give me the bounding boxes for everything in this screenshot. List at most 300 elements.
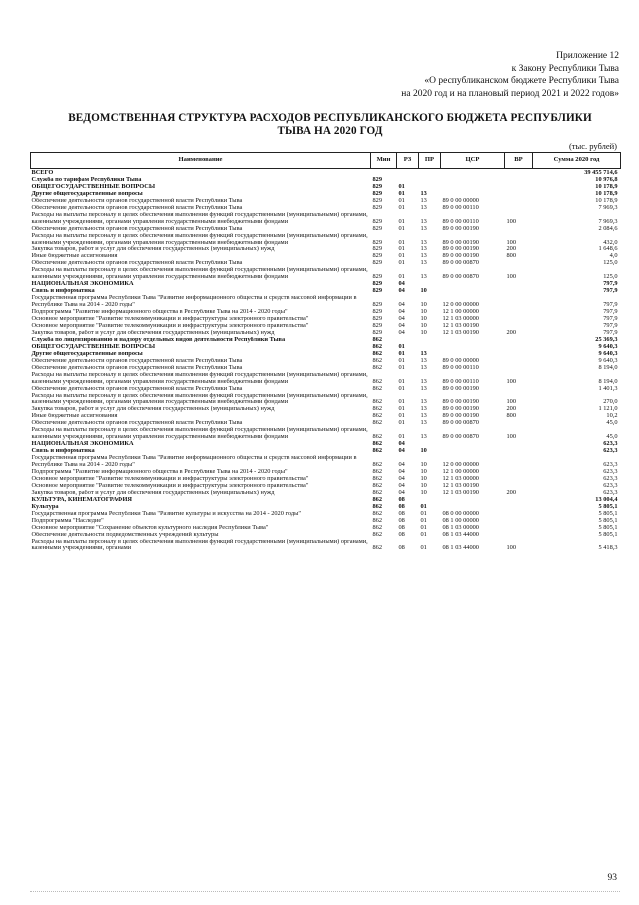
cell-csr: 12 1 03 00000 [442,475,479,482]
cell-vr: 800 [506,413,517,420]
cell-sum: 1 121,0 [598,406,618,413]
cell-sum: 5 805,1 [598,510,618,517]
cell-min: 862 [372,377,383,385]
cell-rz: 04 [398,316,405,323]
cell-rz: 04 [398,309,405,316]
cell-rz: 08 [398,544,405,552]
table-header-row [31,153,621,169]
cell-csr: 08 0 00 00000 [442,510,479,517]
cell-sum: 623,3 [603,448,618,455]
document-title: ВЕДОМСТВЕННАЯ СТРУКТУРА РАСХОДОВ РЕСПУБЛИКАНСКОГО БЮДЖЕТА РЕСПУБЛИКИ ТЫВА НА 2020 ГОД [68,112,592,137]
table-row [31,497,621,504]
column-header-rz: РЗ [397,153,419,169]
cell-sum: 125,0 [603,260,618,267]
cell-rz: 08 [398,503,405,510]
cell-pr: 13 [420,413,427,420]
cell-sum: 623,3 [603,441,618,448]
cell-vr [505,169,533,177]
table-row [31,386,621,393]
cell-name: Государственная программа Республики Тыва "Развитие информационного общества и средств массовой информации в Республике Тыва на 2014 - 2020 годы" [31,455,357,469]
table-row [31,469,621,476]
cell-sum: 623,3 [603,461,618,469]
cell-csr [441,281,505,288]
cell-pr: 01 [420,524,427,531]
cell-csr [441,288,505,295]
cell-name: Обеспечение деятельности органов государственной власти Республики Тыва [31,357,243,364]
cell-vr: 200 [506,329,517,336]
cell-rz: 04 [398,468,405,475]
cell-pr: 13 [420,253,427,260]
cell-name: Другие общегосударственные вопросы [31,190,143,197]
cell-csr: 12 1 03 00190 [442,482,479,489]
cell-rz: 04 [398,448,405,455]
cell-vr: 100 [506,377,517,385]
cell-min: 829 [372,225,383,232]
cell-vr: 200 [506,489,517,496]
budget-table [30,152,621,552]
cell-csr: 08 1 03 00000 [442,524,479,531]
cell-min: 862 [372,496,383,503]
cell-min: 829 [372,301,383,309]
cell-min: 829 [372,176,383,183]
cell-pr: 13 [420,357,427,364]
cell-rz: 01 [398,238,405,246]
table-row [31,365,621,372]
cell-csr: 08 1 00 00000 [442,517,479,524]
cell-min: 829 [372,238,383,246]
cell-rz: 04 [398,461,405,469]
cell-sum: 9 640,3 [598,343,618,350]
cell-csr: 12 0 00 00000 [442,461,479,469]
cell-pr: 01 [420,517,427,524]
cell-pr: 13 [420,204,427,211]
cell-rz: 04 [398,441,405,448]
cell-rz: 01 [398,190,405,197]
table-row [31,372,621,386]
table-row [31,511,621,518]
column-header-vr: ВР [505,153,533,169]
cell-csr: 12 1 03 00000 [442,316,479,323]
table-row [31,413,621,420]
cell-csr: 89 0 00 00190 [442,246,479,253]
cell-pr: 13 [420,377,427,385]
cell-min: 829 [372,217,383,225]
cell-csr: 12 1 00 00000 [442,468,479,475]
cell-min: 862 [372,441,383,448]
cell-pr: 10 [420,461,427,469]
cell-csr: 12 1 03 00190 [442,322,479,329]
cell-sum: 623,3 [603,482,618,489]
cell-vr [505,288,533,295]
cell-csr: 12 1 03 00190 [442,329,479,336]
cell-min: 862 [372,364,383,371]
cell-vr [505,309,533,316]
cell-min: 862 [372,336,383,343]
cell-name: Подпрограмма "Развитие информационного общества в Республике Тыва на 2014 - 2020 годы" [31,468,288,475]
cell-sum: 797,9 [603,281,618,288]
table-row [31,288,621,295]
cell-rz: 08 [398,531,405,538]
table-row [31,504,621,511]
table-row [31,441,621,448]
column-header-sum: Сумма 2020 год [533,153,621,169]
cell-rz: 08 [398,524,405,531]
cell-vr: 100 [506,238,517,246]
cell-rz [397,337,419,344]
cell-rz: 01 [398,350,405,357]
cell-csr: 89 0 00 00870 [442,433,479,441]
cell-pr: 10 [420,448,427,455]
cell-name: Обеспечение деятельности органов государственной власти Республики Тыва [31,204,243,211]
cell-name: Расходы на выплаты персоналу в целях обеспечения выполнения функций государственными (муниципальными) органами, казенными учреждениями, органами управления государственными внебюджетными фондами [31,371,368,385]
cell-pr: 13 [420,273,427,281]
table-body [31,169,621,553]
cell-name: Закупка товаров, работ и услуг для обеспечения государственных (муниципальных) нужд [31,489,275,496]
cell-pr: 01 [420,510,427,517]
cell-sum: 1 648,6 [598,246,618,253]
cell-sum: 7 969,3 [598,217,618,225]
cell-csr: 89 0 00 00190 [442,225,479,232]
cell-sum: 45,0 [606,433,618,441]
cell-csr: 89 0 00 00110 [442,204,479,211]
cell-min: 862 [372,503,383,510]
cell-rz: 04 [398,322,405,329]
cell-min: 862 [372,475,383,482]
cell-name: Закупка товаров, работ и услуг для обеспечения государственных (муниципальных) нужд [31,406,275,413]
appendix-reference [289,50,619,100]
cell-sum: 10 178,9 [595,190,618,197]
cell-rz: 01 [398,433,405,441]
cell-min: 829 [372,329,383,336]
cell-name: ОБЩЕГОСУДАРСТВЕННЫЕ ВОПРОСЫ [31,183,156,190]
cell-vr: 200 [506,246,517,253]
cell-sum: 5 805,1 [598,524,618,531]
cell-pr: 13 [420,433,427,441]
cell-csr: 12 1 00 00000 [442,309,479,316]
cell-min: 862 [372,398,383,406]
cell-pr: 10 [420,489,427,496]
cell-sum: 797,9 [603,316,618,323]
cell-rz: 08 [398,496,405,503]
cell-vr: 800 [506,253,517,260]
cell-min: 829 [372,183,383,190]
cell-csr [441,337,505,344]
table-row [31,246,621,253]
column-header-min: Мин [371,153,397,169]
cell-csr: 89 0 00 00190 [442,385,479,392]
cell-name: НАЦИОНАЛЬНАЯ ЭКОНОМИКА [31,441,134,448]
cell-min: 829 [372,273,383,281]
cell-min: 862 [372,482,383,489]
cell-vr [505,177,533,184]
cell-pr: 01 [420,544,427,552]
cell-name: Основное мероприятие "Сохранение объектов культурного наследия Республики Тыва" [31,524,269,531]
table-row [31,337,621,344]
cell-pr [419,281,441,288]
cell-name: Основное мероприятие "Развитие телекоммуникации и инфраструктуры электронного правительства" [31,482,309,489]
cell-sum: 45,0 [606,420,618,427]
cell-rz: 01 [398,253,405,260]
cell-min: 829 [372,197,383,204]
cell-csr [441,448,505,455]
cell-min: 829 [372,281,383,288]
cell-min: 862 [372,406,383,413]
cell-csr: 89 0 00 00000 [442,357,479,364]
cell-pr [419,177,441,184]
cell-pr: 13 [420,225,427,232]
cell-csr [441,177,505,184]
cell-sum: 5 418,3 [598,544,618,552]
cell-min: 862 [372,385,383,392]
cell-name: Расходы на выплаты персоналу в целях обеспечения выполнения функций государственными (муниципальными) органами, казенными учреждениями, органами управления государственными внебюджетными фондами [31,427,368,441]
cell-sum: 623,3 [603,475,618,482]
cell-vr [505,260,533,267]
cell-rz: 01 [398,260,405,267]
cell-min: 829 [372,246,383,253]
cell-rz [397,169,419,177]
cell-min: 862 [372,468,383,475]
cell-name: Служба по тарифам Республики Тыва [31,176,142,183]
cell-pr [419,169,441,177]
cell-vr [505,226,533,233]
appendix-line: к Закону Республики Тыва [511,63,619,74]
cell-pr: 10 [420,475,427,482]
cell-pr: 13 [420,238,427,246]
cell-csr: 89 0 00 00110 [442,364,479,371]
cell-rz: 01 [398,385,405,392]
column-header-name: Наименование [31,153,371,169]
cell-sum: 8 194,0 [598,377,618,385]
cell-min: 862 [372,489,383,496]
cell-csr [441,184,505,191]
cell-name: Обеспечение деятельности органов государственной власти Республики Тыва [31,225,243,232]
table-row [31,393,621,407]
cell-csr: 89 0 00 00190 [442,398,479,406]
cell-vr [505,469,533,476]
units-label: (тыс. рублей) [568,141,617,151]
cell-min: 829 [372,316,383,323]
cell-rz [397,177,419,184]
cell-rz: 01 [398,197,405,204]
table-row [31,226,621,233]
table-row [31,525,621,532]
cell-csr: 89 0 00 00000 [442,197,479,204]
table-row [31,177,621,184]
cell-rz: 01 [398,420,405,427]
cell-vr [505,448,533,455]
cell-min: 862 [372,544,383,552]
cell-sum: 8 194,0 [598,364,618,371]
appendix-line: «О республиканском бюджете Республики Тыва [424,76,619,86]
table-row [31,253,621,260]
cell-rz: 01 [398,357,405,364]
cell-name: Расходы на выплаты персоналу в целях обеспечения выполнения функций государственными (муниципальными) органами, казенными учреждениями, органами [31,538,368,552]
cell-vr [505,518,533,525]
cell-vr [505,511,533,518]
cell-sum: 13 004,4 [595,496,618,503]
cell-csr [441,351,505,358]
cell-name: Подпрограмма "Наследие" [31,517,104,524]
cell-vr [505,295,533,309]
cell-vr [505,351,533,358]
cell-sum: 270,0 [603,398,618,406]
cell-rz: 01 [398,406,405,413]
cell-name: Культура [31,503,59,510]
cell-csr: 08 1 03 44000 [442,531,479,538]
cell-sum: 4,0 [609,253,618,260]
table-row [31,212,621,226]
cell-sum: 797,9 [603,301,618,309]
cell-name: Иные бюджетные ассигнования [31,253,118,260]
table-row [31,344,621,351]
cell-pr [419,344,441,351]
cell-min: 862 [372,433,383,441]
cell-pr: 10 [420,316,427,323]
cell-name: Основное мероприятие "Развитие телекоммуникации и инфраструктуры электронного правительства" [31,322,309,329]
cell-pr: 10 [420,329,427,336]
table-row [31,316,621,323]
cell-csr [441,497,505,504]
cell-name: Закупка товаров, работ и услуг для обеспечения государственных (муниципальных) нужд [31,329,275,336]
cell-rz: 04 [398,281,405,288]
cell-pr: 10 [420,468,427,475]
table-row [31,455,621,469]
cell-vr [505,191,533,198]
cell-vr [505,358,533,365]
cell-sum: 25 369,3 [595,336,618,343]
cell-name: Обеспечение деятельности органов государственной власти Республики Тыва [31,364,243,371]
cell-min: 829 [372,309,383,316]
table-row [31,169,621,177]
cell-rz: 04 [398,482,405,489]
cell-rz: 01 [398,183,405,190]
cell-pr: 13 [420,398,427,406]
cell-csr: 89 0 00 00190 [442,253,479,260]
cell-rz: 04 [398,489,405,496]
table-row [31,420,621,427]
cell-vr [505,476,533,483]
cell-pr: 13 [420,217,427,225]
cell-pr: 13 [420,260,427,267]
cell-pr: 13 [420,420,427,427]
cell-pr: 13 [420,406,427,413]
cell-vr [505,441,533,448]
cell-name: Обеспечение деятельности органов государственной власти Республики Тыва [31,420,243,427]
cell-min: 829 [372,260,383,267]
table-row [31,490,621,497]
table-row [31,233,621,247]
cell-rz: 01 [398,217,405,225]
cell-name: Государственная программа Республики Тыва "Развитие культуры и искусства на 2014 - 2020 годы" [31,510,301,517]
cell-csr: 89 0 00 00870 [442,420,479,427]
cell-name: Служба по лицензированию и надзору отдельных видов деятельности Республики Тыва [31,336,286,343]
table-row [31,198,621,205]
cell-pr: 01 [420,531,427,538]
cell-pr: 13 [420,385,427,392]
column-header-csr: ЦСР [441,153,505,169]
cell-min: 862 [372,510,383,517]
cell-pr: 13 [420,190,427,197]
cell-rz: 01 [398,398,405,406]
cell-pr [419,497,441,504]
cell-sum: 1 401,3 [598,385,618,392]
table-row [31,323,621,330]
cell-sum: 10 178,9 [595,183,618,190]
cell-min: 829 [372,253,383,260]
cell-sum: 7 969,3 [598,204,618,211]
cell-rz: 08 [398,510,405,517]
cell-vr [505,198,533,205]
cell-sum: 797,9 [603,288,618,295]
cell-name: Закупка товаров, работ и услуг для обеспечения государственных (муниципальных) нужд [31,246,275,253]
cell-min: 829 [372,190,383,197]
cell-pr [419,441,441,448]
cell-pr: 13 [420,364,427,371]
cell-pr [419,184,441,191]
cell-vr [505,281,533,288]
cell-rz: 04 [398,288,405,295]
table-row [31,260,621,267]
table-row [31,267,621,281]
appendix-line: на 2020 год и на плановый период 2021 и 2022 годов» [401,88,619,99]
cell-sum: 2 084,6 [598,225,618,232]
cell-sum: 623,3 [603,468,618,475]
cell-vr: 100 [506,217,517,225]
cell-pr: 13 [420,246,427,253]
cell-min: 862 [372,350,383,357]
cell-vr [505,420,533,427]
cell-name: Основное мероприятие "Развитие телекоммуникации и инфраструктуры электронного правительства" [31,475,309,482]
cell-csr: 12 1 03 00190 [442,489,479,496]
cell-sum: 9 640,3 [598,357,618,364]
cell-sum: 797,9 [603,309,618,316]
cell-rz: 01 [398,364,405,371]
cell-csr: 12 0 00 00000 [442,301,479,309]
table-row [31,427,621,441]
cell-name: Государственная программа Республики Тыва "Развитие информационного общества и средств массовой информации в Республике Тыва на 2014 - 2020 годы" [31,295,357,309]
table-row [31,330,621,337]
cell-sum: 39 455 714,6 [584,169,618,176]
table-row [31,358,621,365]
cell-vr [505,316,533,323]
cell-min: 862 [372,517,383,524]
cell-vr [505,532,533,539]
page-number: 93 [607,873,617,883]
cell-pr: 10 [420,322,427,329]
table-row [31,309,621,316]
cell-rz: 01 [398,343,405,350]
cell-rz: 01 [398,204,405,211]
cell-vr [505,344,533,351]
table-row [31,476,621,483]
cell-csr [441,191,505,198]
cell-min: 862 [372,420,383,427]
cell-min [371,169,397,177]
cell-sum: 623,3 [603,489,618,496]
table-row [31,184,621,191]
cell-sum: 432,0 [603,238,618,246]
cell-min: 829 [372,204,383,211]
cell-pr [419,337,441,344]
cell-name: Связь и информатика [31,448,95,455]
cell-vr [505,184,533,191]
cell-name: Расходы на выплаты персоналу в целях обеспечения выполнения функций государственными (муниципальными) органами, казенными учреждениями, органами управления государственными внебюджетными фондами [31,232,368,246]
cell-sum: 5 805,1 [598,503,618,510]
cell-csr: 89 0 00 00110 [442,377,479,385]
cell-name: Обеспечение деятельности органов государственной власти Республики Тыва [31,260,243,267]
table-row [31,539,621,553]
cell-name: Расходы на выплаты персоналу в целях обеспечения выполнения функций государственными (муниципальными) органами, казенными учреждениями, органами управления государственными внебюджетными фондами [31,211,368,225]
